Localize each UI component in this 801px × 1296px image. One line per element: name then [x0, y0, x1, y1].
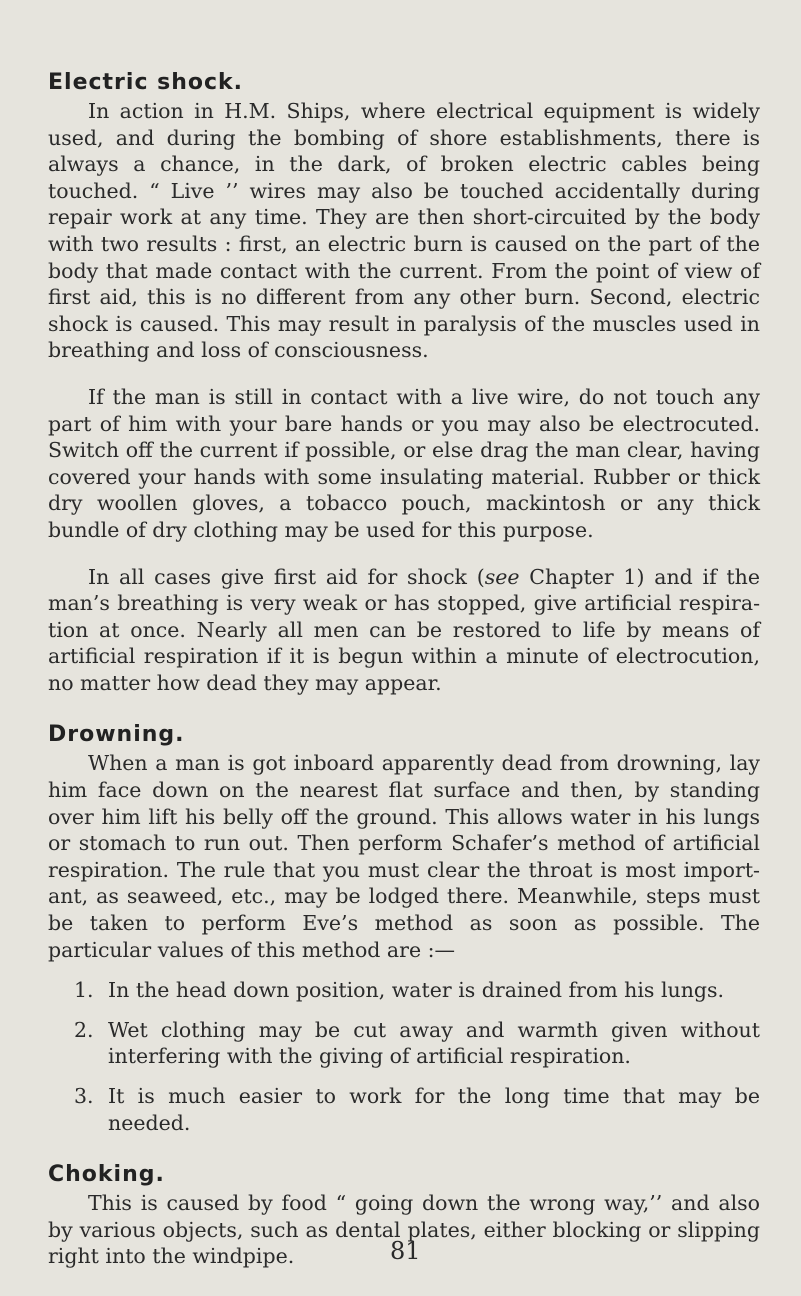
list-text: It is much easier to work for the long time that may be needed.: [108, 1084, 760, 1135]
list-number: 2.: [74, 1017, 94, 1042]
list-number: 3.: [74, 1084, 94, 1108]
paragraph-text: In all cases give first aid for shock (: [88, 564, 485, 589]
list-item: [48, 1017, 760, 1070]
list-text: In the head down position, water is drained from his lungs.: [108, 978, 725, 1003]
numbered-list: [48, 977, 760, 1136]
list-item: [48, 1083, 760, 1136]
section-electric-shock: [48, 70, 760, 696]
paragraph: In action in H.M. Ships, where electrical equipment is widely used, and during the bombing of shore establishments, there is always a chance, in the dark, of broken electric cables being touched. “ Live ’’ wires may also be touched accidentally during repair work at any time. They are then short-circuited by the body with two results : first, an electric burn is caused on the part of the body that made contact with the current. From the point of view of first aid, this is no different from any other burn. Second, electric shock is caused. This may result in paralysis of the muscles used in breathing and loss of consciousness.: [48, 99, 760, 363]
italic-see: see: [484, 564, 520, 589]
paragraph: [48, 564, 760, 697]
list-text: Wet clothing may be cut away and warmth given without interfering with the giving of artificial respiration.: [108, 1017, 760, 1069]
list-number: 1.: [74, 978, 94, 1003]
page-number: 81: [390, 1237, 421, 1265]
paragraph-text: Chapter 1) and if the man’s breathing is very weak or has stopped, give artificial respira-tion at once. Nearly all men can be restored to life by means of artificial respiration if it is begun within a minute of electrocution, no matter how dead they may appear.: [48, 564, 760, 695]
paragraph: If the man is still in contact with a live wire, do not touch any part of him with your bare hands or you may also be electrocuted. Switch off the current if possible, or else drag the man clear, having covered your hands with some insulating material. Rubber or thick dry woollen gloves, a tobacco pouch, mackintosh or any thick bundle of dry clothing may be used for this purpose.: [48, 384, 760, 542]
section-drowning: [48, 722, 760, 1136]
paragraph: This is caused by food “ going down the wrong way,’’ and also by various objects, such as dental plates, either blocking or slipping right into the windpipe.: [48, 1191, 760, 1269]
section-heading: Choking.: [48, 1162, 165, 1188]
section-heading: Electric shock.: [48, 70, 244, 95]
paragraph: When a man is got inboard apparently dead from drowning, lay him face down on the nearest flat surface and then, by standing over him lift his belly off the ground. This allows water in his lungs or stomach to run out. Then perform Schafer’s method of artificial respiration. The rule that you must clear the throat is most import-ant, as seaweed, etc., may be lodged there. Meanwhile, steps must be taken to perform Eve’s method as soon as possible. The particular values of this method are :—: [48, 751, 760, 962]
list-item: [48, 977, 760, 1004]
page-content: [48, 70, 760, 1296]
section-heading: Drowning.: [48, 722, 185, 748]
